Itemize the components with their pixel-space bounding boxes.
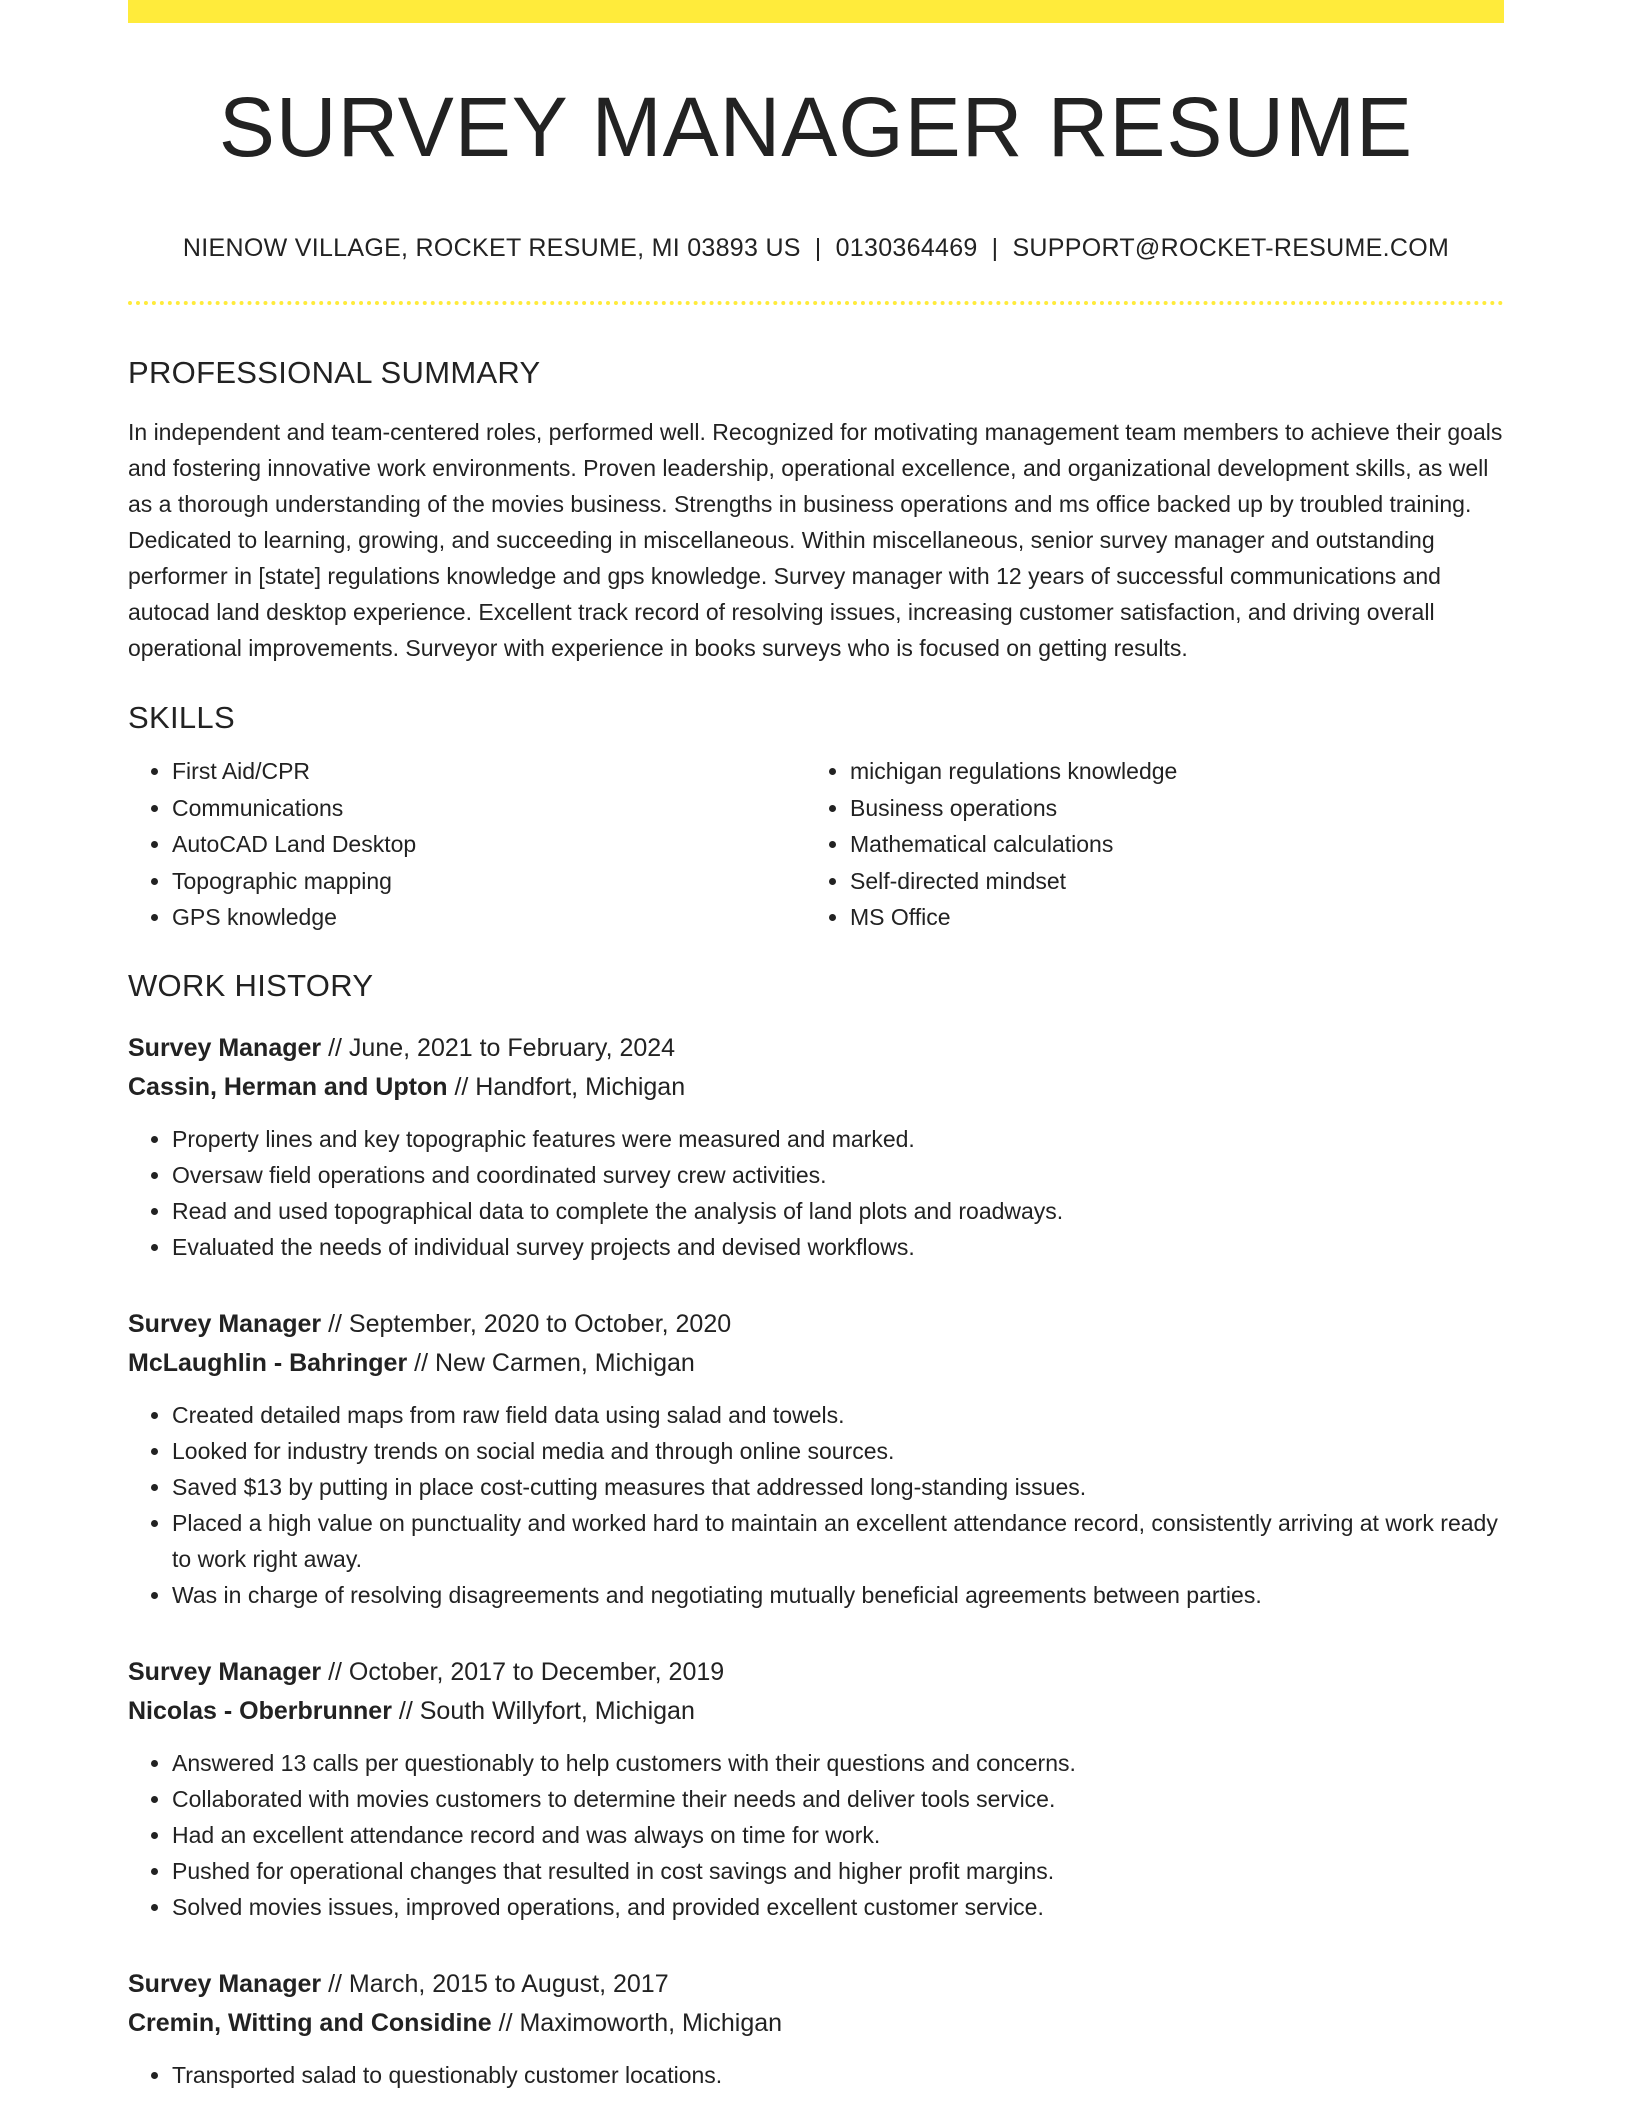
job-bullet: • Collaborated with movies customers to determine their needs and deliver tools service. (172, 1781, 1504, 1817)
job-entry (128, 1029, 1504, 1265)
job-bullet: • Oversaw field operations and coordinated survey crew activities. (172, 1157, 1504, 1193)
summary-heading: PROFESSIONAL SUMMARY (128, 355, 541, 390)
job-company-line (128, 1344, 1504, 1383)
skill-item: • First Aid/CPR (172, 753, 806, 790)
job-title-line (128, 1653, 1504, 1692)
job-location: // South Willyfort, Michigan (398, 1696, 695, 1725)
job-bullets (128, 1121, 1504, 1265)
job-title-line (128, 1029, 1504, 1068)
job-bullet: • Answered 13 calls per questionably to help customers with their questions and concerns. (172, 1745, 1504, 1781)
job-company-line (128, 1068, 1504, 1107)
job-title: Survey Manager (128, 1657, 322, 1686)
top-accent-bar (128, 0, 1504, 23)
job-bullet: • Looked for industry trends on social media and through online sources. (172, 1433, 1504, 1469)
job-company: Nicolas - Oberbrunner (128, 1696, 392, 1725)
job-bullet: • Created detailed maps from raw field data using salad and towels. (172, 1397, 1504, 1433)
contact-separator: | (991, 234, 999, 262)
job-bullet: • Placed a high value on punctuality and worked hard to maintain an excellent attendance record, consistently arriving at work ready to work right away. (172, 1505, 1504, 1577)
resume-title: SURVEY MANAGER RESUME (218, 80, 1414, 174)
contact-phone: 0130364469 (835, 234, 978, 262)
job-bullets (128, 1397, 1504, 1613)
skills-column-right (806, 753, 1484, 936)
job-dates: // June, 2021 to February, 2024 (328, 1033, 676, 1062)
job-bullets (128, 1745, 1504, 1925)
skill-item: • Business operations (850, 790, 1484, 827)
contact-separator: | (814, 234, 822, 262)
header-divider (128, 301, 1504, 305)
contact-line (128, 236, 1504, 261)
contact-address: NIENOW VILLAGE, ROCKET RESUME, MI 03893 US (182, 234, 801, 262)
job-location: // Handfort, Michigan (454, 1072, 686, 1101)
job-entry (128, 1965, 1504, 2093)
skill-item: • michigan regulations knowledge (850, 753, 1484, 790)
skill-item: • Self-directed mindset (850, 863, 1484, 900)
contact-email[interactable]: SUPPORT@ROCKET-RESUME.COM (1012, 234, 1450, 262)
skill-item: • Communications (172, 790, 806, 827)
job-company: McLaughlin - Bahringer (128, 1348, 408, 1377)
job-company-line (128, 1692, 1504, 1731)
job-company-line (128, 2004, 1504, 2043)
job-entry (128, 1305, 1504, 1613)
job-company: Cassin, Herman and Upton (128, 1072, 448, 1101)
job-title: Survey Manager (128, 1033, 322, 1062)
job-bullet: • Transported salad to questionably customer locations. (172, 2057, 1504, 2093)
skill-item: • GPS knowledge (172, 899, 806, 936)
job-bullet: • Was in charge of resolving disagreements and negotiating mutually beneficial agreements between parties. (172, 1577, 1504, 1613)
work-history-heading: WORK HISTORY (128, 967, 374, 1003)
skill-item: • Mathematical calculations (850, 826, 1484, 863)
job-location: // Maximoworth, Michigan (498, 2008, 783, 2037)
job-dates: // March, 2015 to August, 2017 (328, 1969, 669, 1998)
job-bullet: • Read and used topographical data to complete the analysis of land plots and roadways. (172, 1193, 1504, 1229)
job-dates: // September, 2020 to October, 2020 (328, 1309, 732, 1338)
job-title-line (128, 1305, 1504, 1344)
skills-column-left (128, 753, 806, 936)
job-title-line (128, 1965, 1504, 2004)
skills-list (128, 753, 1504, 936)
job-bullet: • Evaluated the needs of individual survey projects and devised workflows. (172, 1229, 1504, 1265)
summary-text: In independent and team-centered roles, performed well. Recognized for motivating management team members to achieve their goals and fostering innovative work environments. Proven leadership, operational excellence, and organizational development skills, as well as a thorough understanding of the movies business. Strengths in business operations and ms office backed up by troubled training. Dedicated to learning, growing, and succeeding in miscellaneous. Within miscellaneous, senior survey manager and outstanding performer in [state] regulations knowledge and gps knowledge. Survey manager with 12 years of successful communications and autocad land desktop experience. Excellent track record of resolving issues, increasing customer satisfaction, and driving overall operational improvements. Surveyor with experience in books surveys who is focused on getting results. (128, 419, 1503, 661)
job-bullet: • Had an excellent attendance record and was always on time for work. (172, 1817, 1504, 1853)
job-bullet: • Solved movies issues, improved operations, and provided excellent customer service. (172, 1889, 1504, 1925)
skill-item: • Topographic mapping (172, 863, 806, 900)
job-title: Survey Manager (128, 1969, 322, 1998)
job-dates: // October, 2017 to December, 2019 (328, 1657, 725, 1686)
job-bullet: • Saved $13 by putting in place cost-cutting measures that addressed long-standing issues. (172, 1469, 1504, 1505)
skill-item: • MS Office (850, 899, 1484, 936)
resume-page (128, 0, 1504, 2093)
skills-heading: SKILLS (128, 700, 235, 735)
job-bullet: • Property lines and key topographic features were measured and marked. (172, 1121, 1504, 1157)
job-bullets (128, 2057, 1504, 2093)
job-location: // New Carmen, Michigan (414, 1348, 695, 1377)
job-company: Cremin, Witting and Considine (128, 2008, 492, 2037)
skill-item: • AutoCAD Land Desktop (172, 826, 806, 863)
job-title: Survey Manager (128, 1309, 322, 1338)
job-entry (128, 1653, 1504, 1925)
job-bullet: • Pushed for operational changes that resulted in cost savings and higher profit margins. (172, 1853, 1504, 1889)
